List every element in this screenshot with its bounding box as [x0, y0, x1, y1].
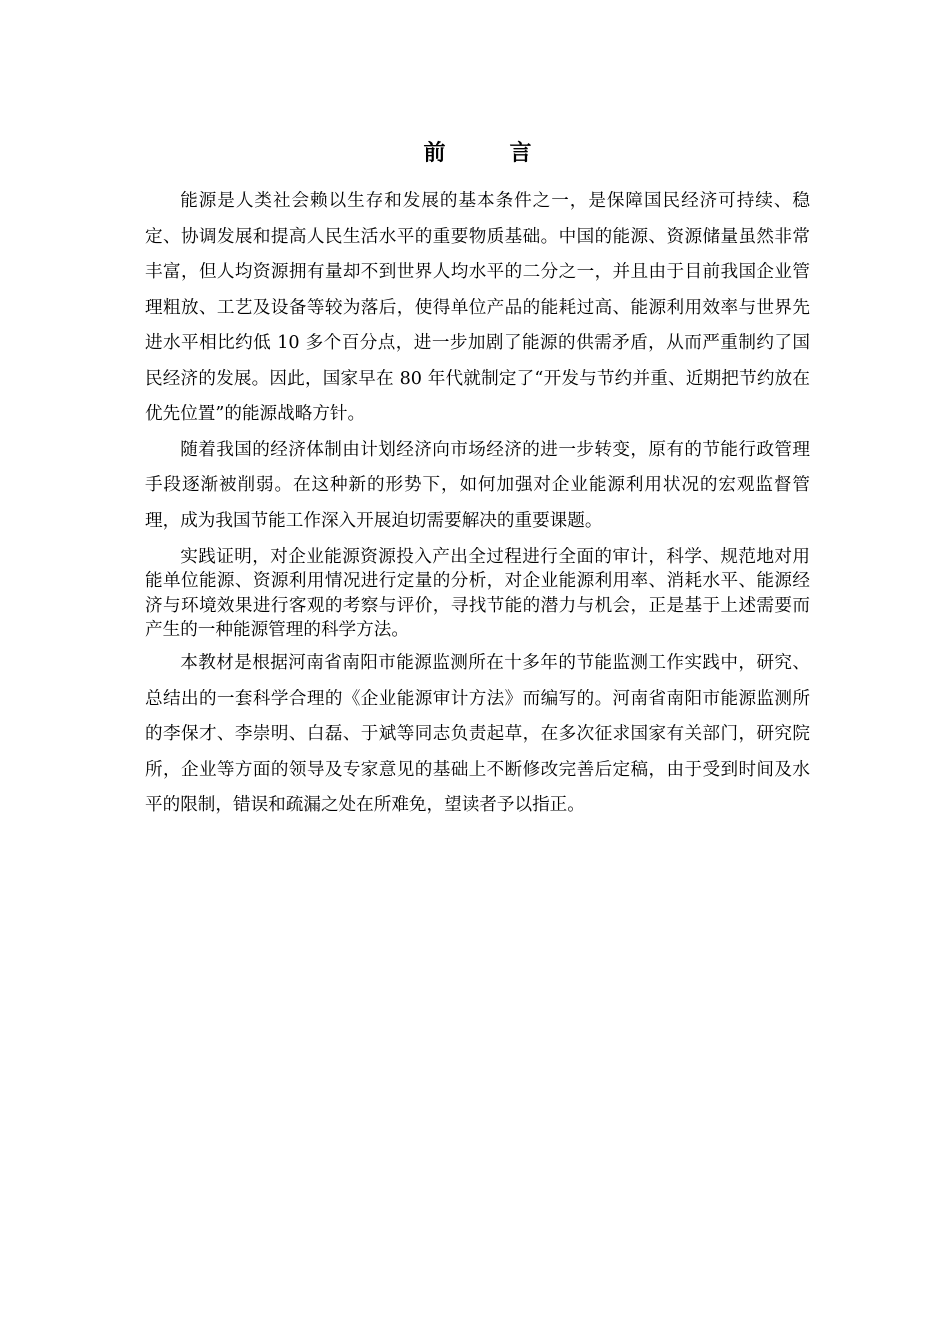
document-page	[145, 136, 810, 824]
paragraph-2: 随着我国的经济体制由计划经济向市场经济的进一步转变，原有的节能行政管理手段逐渐被削弱。在这种新的形势下，如何加强对企业能源利用状况的宏观监督管理，成为我国节能工作深入开展迫切需要解决的重要课题。	[145, 439, 810, 531]
title-char-1: 前	[423, 140, 446, 166]
paragraph-4: 本教材是根据河南省南阳市能源监测所在十多年的节能监测工作实践中，研究、总结出的一套科学合理的《企业能源审计方法》而编写的。河南省南阳市能源监测所的李保才、李崇明、白磊、于斌等同志负责起草，在多次征求国家有关部门，研究院所，企业等方面的领导及专家意见的基础上不断修改完善后定稿，由于受到时间及水平的限制，错误和疏漏之处在所难免，望读者予以指正。	[145, 653, 810, 816]
paragraph-3: 实践证明，对企业能源资源投入产出全过程进行全面的审计，科学、规范地对用能单位能源、资源利用情况进行定量的分析，对企业能源利用率、消耗水平、能源经济与环境效果进行客观的考察与评价，寻找节能的潜力与机会，正是基于上述需要而产生的一种能源管理的科学方法。	[145, 547, 810, 640]
title-char-2: 言	[509, 140, 532, 166]
page-title	[145, 136, 810, 170]
paragraph-1: 能源是人类社会赖以生存和发展的基本条件之一，是保障国民经济可持续、稳定、协调发展和提高人民生活水平的重要物质基础。中国的能源、资源储量虽然非常丰富，但人均资源拥有量却不到世界人均水平的二分之一，并且由于目前我国企业管理粗放、工艺及设备等较为落后，使得单位产品的能耗过高、能源利用效率与世界先进水平相比约低 10 多个百分点，进一步加剧了能源的供需矛盾，从而严重制约了国民经济的发展。因此，国家早在 80 年代就制定了“开发与节约并重、近期把节约放在优先位置”的能源战略方针。	[145, 191, 810, 424]
